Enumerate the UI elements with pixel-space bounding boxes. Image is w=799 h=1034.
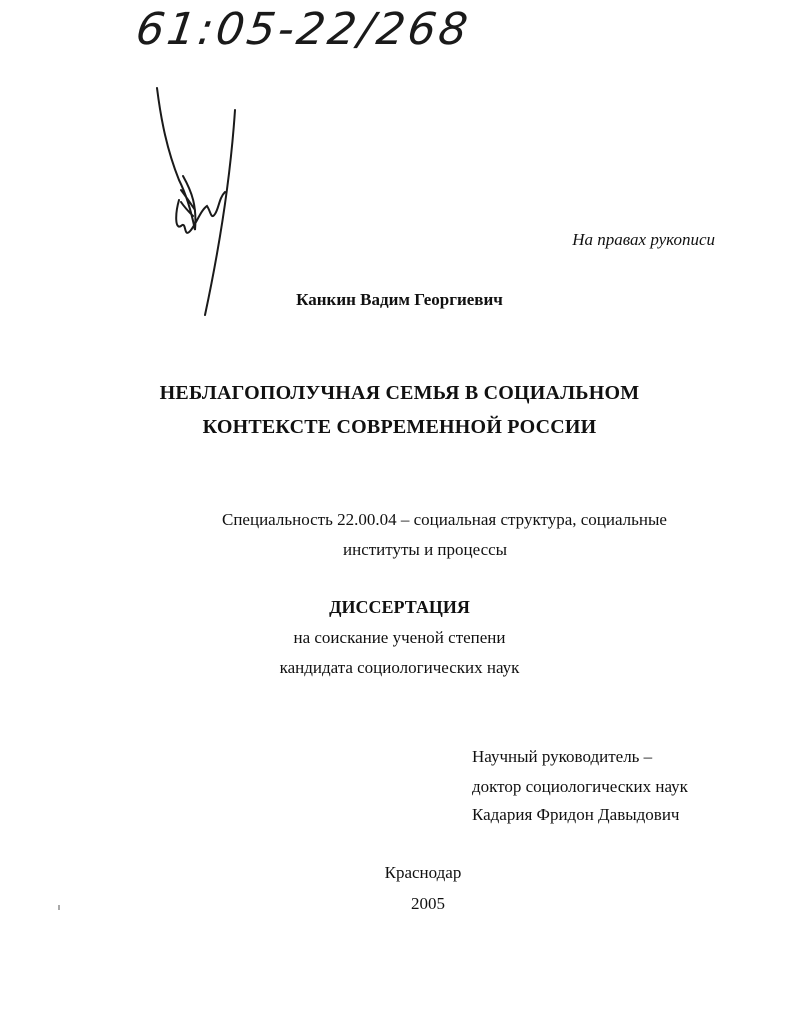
thesis-title-line-2: КОНТЕКСТЕ СОВРЕМЕННОЙ РОССИИ: [202, 416, 597, 438]
scan-speck: [58, 905, 60, 910]
supervisor-role: Научный руководитель –: [472, 747, 653, 766]
rights-note: На правах рукописи: [572, 230, 715, 249]
degree-line-1: на соискание ученой степени: [293, 628, 506, 647]
specialty-line-2: институты и процессы: [343, 540, 508, 559]
city: Краснодар: [384, 863, 462, 882]
degree-line-2: кандидата социологических наук: [279, 658, 520, 677]
specialty-line-1: Специальность 22.00.04 – социальная структура, социальные: [222, 510, 667, 529]
year: 2005: [411, 894, 445, 913]
thesis-title-line-1: НЕБЛАГОПОЛУЧНАЯ СЕМЬЯ В СОЦИАЛЬНОМ: [159, 382, 640, 404]
signature-mark: [145, 80, 255, 320]
handwritten-catalog-number: 61:05-22/268: [132, 4, 474, 55]
supervisor-rank: доктор социологических наук: [472, 777, 688, 796]
document-type: ДИССЕРТАЦИЯ: [329, 597, 470, 617]
supervisor-name: Кадария Фридон Давыдович: [472, 805, 680, 824]
author-name: Канкин Вадим Георгиевич: [296, 290, 503, 309]
